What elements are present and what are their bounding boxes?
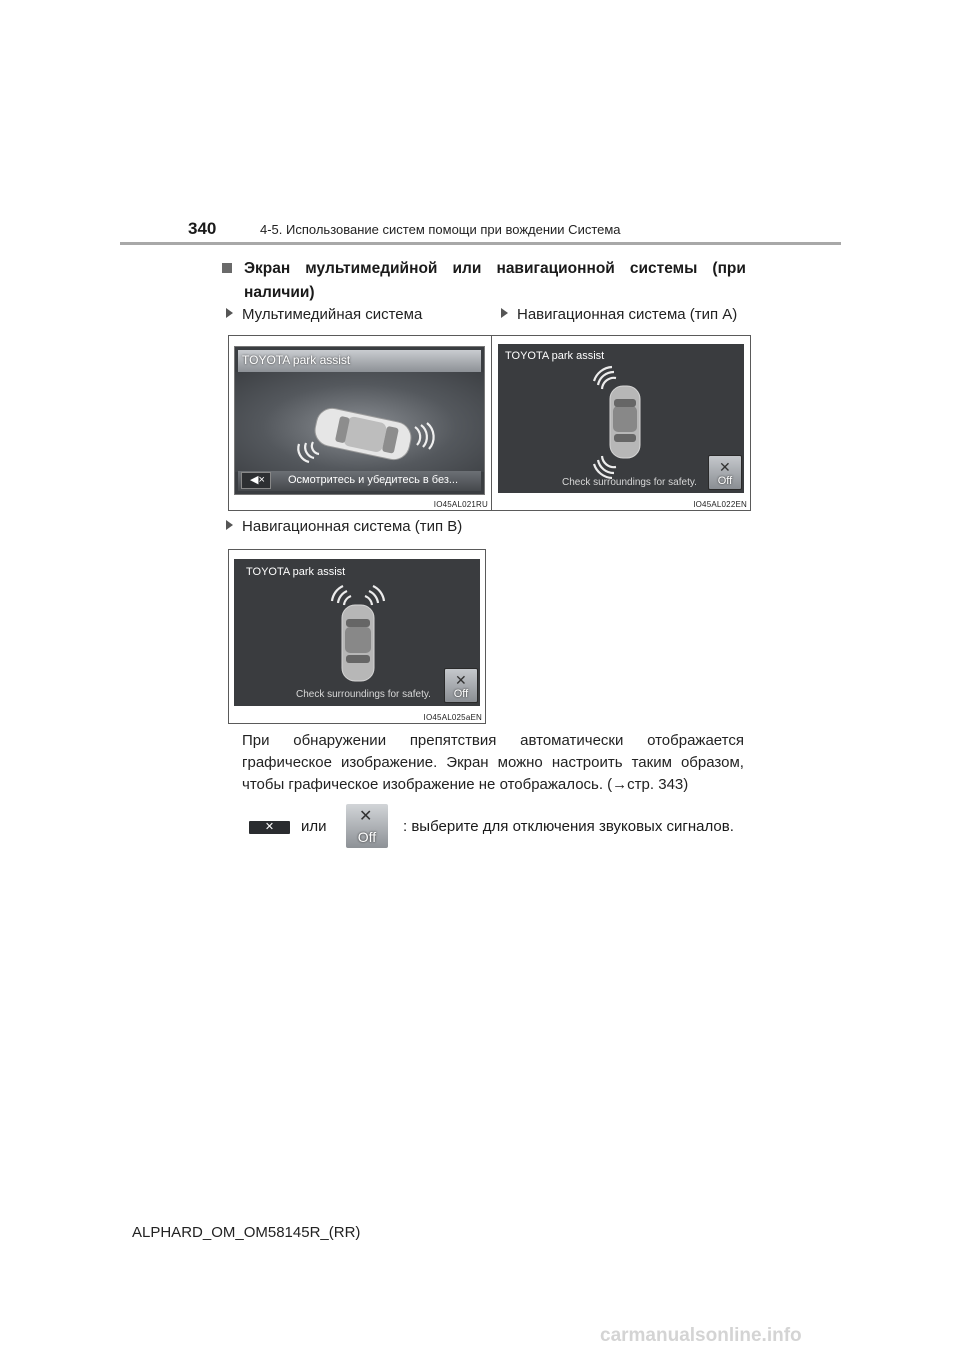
heading-word: или	[452, 260, 482, 277]
off-label: Off	[717, 475, 733, 487]
icon-description: : выберите для отключения звуковых сигналов.	[403, 818, 734, 835]
front-left-sensor-arcs-icon	[332, 586, 351, 605]
caption-nav-a	[501, 306, 737, 323]
body-word: образом,	[680, 754, 744, 771]
screen-message: Check surroundings for safety.	[562, 477, 697, 488]
heading-word: мультимедийной	[305, 260, 438, 277]
speaker-mute-icon: ✕	[264, 821, 275, 833]
triangle-bullet-icon	[501, 308, 508, 318]
screen-title: TOYOTA park assist	[505, 350, 605, 362]
page-number: 340	[188, 219, 217, 238]
figure-nav-a	[491, 335, 751, 511]
mute-button[interactable]	[241, 472, 271, 489]
body-word: При	[242, 732, 270, 749]
body-word: обнаружении	[293, 732, 387, 749]
figure-code: IO45AL025aEN	[423, 713, 482, 722]
screen-message: Check surroundings for safety.	[296, 689, 431, 700]
screen-message: Осмотритесь и убедитесь в без...	[288, 474, 459, 486]
nav-a-screen	[498, 344, 744, 493]
body-word: таким	[631, 754, 672, 771]
triangle-bullet-icon	[226, 520, 233, 530]
rear-left-sensor-arcs-icon	[594, 456, 616, 478]
car-topview-icon	[312, 405, 414, 462]
speaker-mute-icon: ✕	[455, 672, 467, 688]
off-label: Off	[357, 829, 377, 845]
caption-text: Мультимедийная система	[242, 306, 423, 323]
caption-text: Навигационная система (тип B)	[242, 518, 463, 535]
small-mute-button-icon	[249, 821, 290, 834]
body-word: графическое	[242, 754, 332, 771]
sound-off-button[interactable]	[444, 668, 478, 703]
body-word: отображается	[647, 732, 744, 749]
speaker-mute-icon: ◀×	[250, 474, 265, 486]
body-word: можно	[497, 754, 543, 771]
car-topview-icon	[610, 386, 640, 458]
large-off-button-icon	[346, 804, 388, 848]
body-word: автоматически	[520, 732, 624, 749]
footer-doc-code: ALPHARD_OM_OM58145R_(RR)	[132, 1224, 361, 1241]
watermark: carmanualsonline.info	[600, 1325, 802, 1346]
front-right-sensor-arcs-icon	[365, 586, 384, 605]
car-topview-icon	[342, 605, 374, 681]
screen-bottom-bar	[238, 471, 481, 491]
nav-b-screen	[234, 559, 480, 706]
caption-multimedia	[226, 306, 422, 323]
square-bullet-icon	[222, 263, 232, 273]
front-left-sensor-arcs-icon	[594, 367, 616, 389]
body-word: препятствия	[409, 732, 497, 749]
off-label: Off	[453, 688, 469, 700]
body-word: изображение.	[340, 754, 438, 771]
figure-code: IO45AL021RU	[433, 500, 488, 509]
screen-title: TOYOTA park assist	[242, 353, 351, 367]
sound-off-button[interactable]	[708, 455, 742, 490]
header-rule	[120, 242, 841, 245]
triangle-bullet-icon	[226, 308, 233, 318]
section-title: 4-5. Использование систем помощи при вождении Система	[260, 222, 621, 237]
heading-line-2: наличии)	[244, 284, 315, 301]
or-text: или	[301, 818, 327, 835]
figure-code: IO45AL022EN	[693, 500, 747, 509]
heading-word: системы	[629, 260, 698, 277]
body-line-3: чтобы графическое изображение не отображалось. (→стр. 343)	[242, 776, 689, 793]
front-sensor-arcs-icon	[415, 423, 434, 449]
speaker-mute-icon: ✕	[719, 459, 731, 475]
screen-title: TOYOTA park assist	[246, 566, 346, 578]
rear-sensor-arcs-icon	[298, 442, 319, 462]
heading-word: (при	[712, 260, 746, 277]
figure-multimedia	[228, 335, 492, 511]
caption-nav-b	[226, 518, 462, 535]
body-paragraph	[242, 730, 744, 796]
figure-nav-b	[228, 549, 486, 724]
caption-text: Навигационная система (тип A)	[517, 306, 738, 323]
multimedia-screen	[234, 346, 485, 495]
body-word: настроить	[551, 754, 623, 771]
speaker-mute-icon: ✕	[359, 808, 373, 825]
body-word: Экран	[446, 754, 489, 771]
heading-word: Экран	[244, 260, 291, 277]
heading-word: навигационной	[496, 260, 615, 277]
